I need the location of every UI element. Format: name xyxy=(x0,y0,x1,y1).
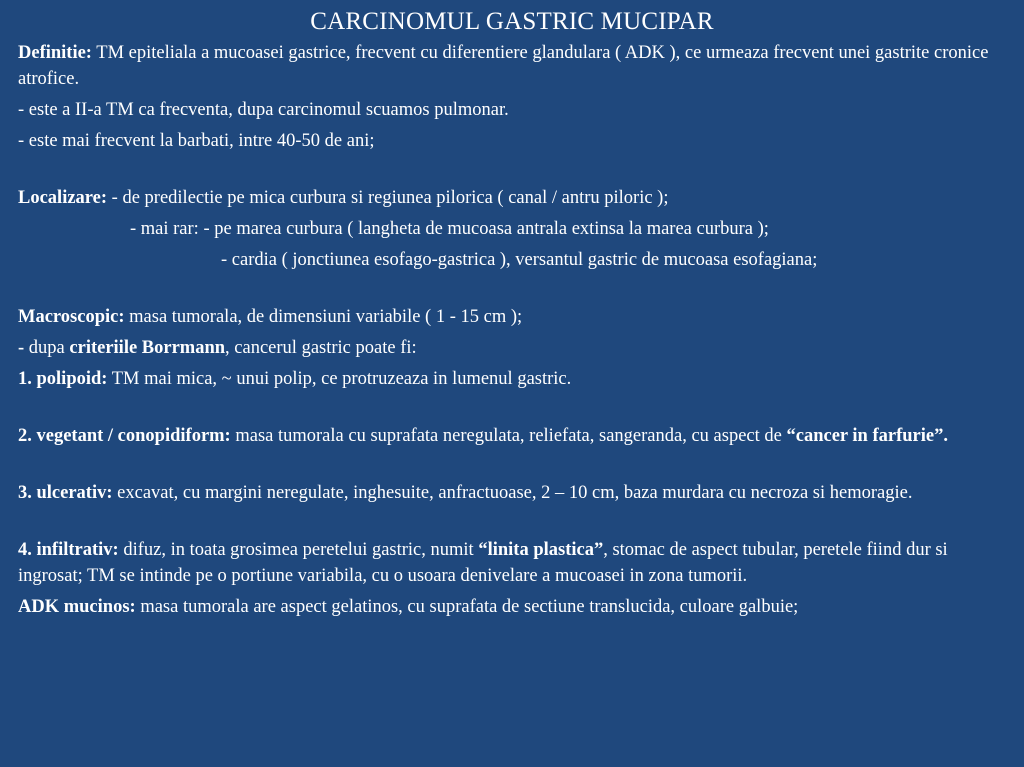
type-vegetant-text: masa tumorala cu suprafata neregulata, reliefata, sangeranda, cu aspect de xyxy=(230,426,787,446)
type-vegetant-bold-tail: “cancer in farfurie”. xyxy=(786,426,948,446)
adk-mucinos-text: masa tumorala are aspect gelatinos, cu suprafata de sectiune translucida, culoare galbuie; xyxy=(135,597,799,617)
type-polipoid-text: TM mai mica, ~ unui polip, ce protruzeaza in lumenul gastric. xyxy=(107,369,572,389)
adk-mucinos-label: ADK mucinos: xyxy=(18,597,136,617)
localization-line-3: - cardia ( jonctiunea esofago-gastrica ), versantul gastric de mucoasa esofagiana; xyxy=(221,250,818,270)
type-ulcerativ xyxy=(18,480,1010,506)
type-infiltrativ xyxy=(18,537,1010,589)
macroscopic-label: Macroscopic: xyxy=(18,307,125,327)
type-infiltrativ-bold: “linita plastica” xyxy=(478,540,604,560)
type-polipoid xyxy=(18,366,1010,392)
type-infiltrativ-text-b: , stomac de aspect tubular, peretele fiind dur si ingrosat; TM se intinde pe o portiune variabila, cu o usoara denivelare a mucoasei in zona tumorii. xyxy=(18,540,948,586)
macroscopic-paragraph xyxy=(18,304,1010,330)
definition-text: TM epiteliala a mucoasei gastrice, frecvent cu diferentiere glandulara ( ADK ), ce urmeaza frecvent unei gastrite cronice atrofice. xyxy=(18,43,989,89)
frequency-line: - este a II-a TM ca frecventa, dupa carcinomul scuamos pulmonar. xyxy=(18,100,509,120)
slide-body xyxy=(18,40,1010,620)
localization-line-2: - mai rar: - pe marea curbura ( langheta de mucoasa antrala extinsa la marea curbura ); xyxy=(130,219,769,239)
localization-label: Localizare: xyxy=(18,188,108,208)
sex-age-line: - este mai frecvent la barbati, intre 40-50 de ani; xyxy=(18,131,375,151)
adk-mucinos-paragraph xyxy=(18,594,1010,620)
localization-text: - de predilectie pe mica curbura si regiunea pilorica ( canal / antru piloric ); xyxy=(107,188,669,208)
slide-title: CARCINOMUL GASTRIC MUCIPAR xyxy=(310,8,714,35)
definition-label: Definitie: xyxy=(18,43,92,63)
type-infiltrativ-text-a: difuz, in toata grosimea peretelui gastric, numit xyxy=(118,540,479,560)
borrmann-prefix: - xyxy=(18,338,29,358)
borrmann-line xyxy=(18,335,1010,361)
borrmann-bold: criteriile Borrmann xyxy=(69,338,226,358)
type-vegetant xyxy=(18,423,1010,449)
type-polipoid-label: 1. polipoid: xyxy=(18,369,108,389)
localization-paragraph xyxy=(18,185,1010,211)
macroscopic-text: masa tumorala, de dimensiuni variabile ( 1 - 15 cm ); xyxy=(124,307,523,327)
borrmann-text-b: , cancerul gastric poate fi: xyxy=(225,338,417,358)
type-ulcerativ-label: 3. ulcerativ: xyxy=(18,483,113,503)
type-ulcerativ-text: excavat, cu margini neregulate, inghesuite, anfractuoase, 2 – 10 cm, baza murdara cu necroza si hemoragie. xyxy=(112,483,913,503)
type-vegetant-label: 2. vegetant / conopidiform: xyxy=(18,426,231,446)
type-infiltrativ-label: 4. infiltrativ: xyxy=(18,540,119,560)
definition-paragraph xyxy=(18,40,1010,92)
borrmann-text-a: dupa xyxy=(28,338,70,358)
